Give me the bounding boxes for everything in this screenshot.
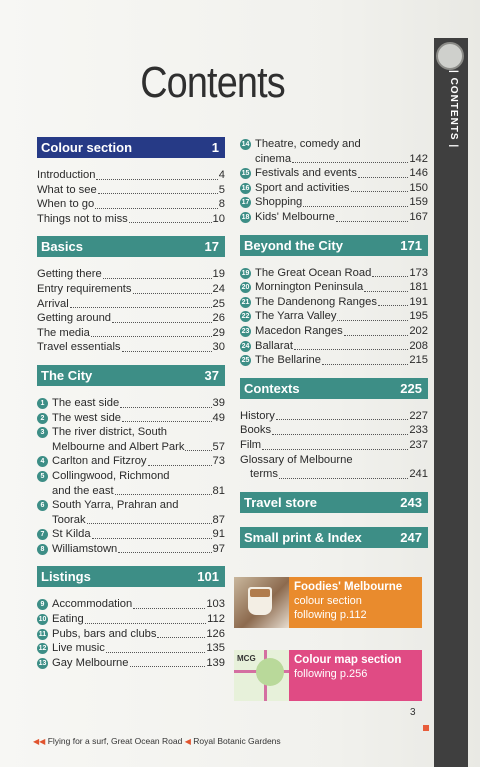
toc-entry-title: Melbourne and Albert Park [52,440,185,453]
dot-leader [378,305,408,306]
beyond-list [240,266,428,368]
toc-entry[interactable] [37,425,225,454]
toc-entry-title: Getting there [37,268,102,281]
toc-entry[interactable] [37,656,225,671]
dot-leader [303,206,408,207]
chapter-number-badge: 8 [37,544,48,555]
toc-entry-title: Travel essentials [37,341,121,354]
toc-entry-title: Williamstown [52,542,118,555]
toc-entry-page: 57 [212,440,225,453]
toc-entry-page: 233 [409,424,428,437]
toc-entry-title: Kids' Melbourne [255,210,335,223]
toc-entry-page: 202 [409,324,428,337]
toc-entry-title: Glossary of Melbourne [240,453,353,466]
dot-leader [292,162,408,163]
dot-leader [106,652,205,653]
dot-leader [372,276,408,277]
left-column [37,137,225,680]
toc-entry-page: 30 [212,341,225,354]
toc-entry-page: 139 [206,656,225,669]
toc-entry-title: Eating [52,613,84,626]
chapter-number-badge: 24 [241,342,250,350]
dot-leader [148,465,212,466]
toc-entry[interactable] [37,340,225,355]
toc-entry-title: St Kilda [52,528,91,541]
chapter-number-badge: 3 [37,427,48,438]
chapter-number-badge: 20 [241,284,250,292]
toc-entry[interactable] [240,453,428,482]
toc-entry-title: Books [240,424,272,437]
toc-entry-page: 73 [212,455,225,468]
toc-entry[interactable] [37,311,225,326]
toc-entry-title: History [240,409,275,422]
toc-entry[interactable] [37,212,225,227]
toc-entry-page: 208 [409,339,428,352]
toc-entry-page: 81 [212,484,225,497]
chapter-number-badge: 9 [37,599,48,610]
section-header-small-print[interactable]: Small print & Index 247 [240,527,428,548]
toc-entry-title: Mornington Peninsula [255,281,364,294]
chapter-number-badge: 19 [241,269,250,277]
toc-entry[interactable] [37,411,225,426]
dot-leader [294,349,408,350]
dot-leader [364,291,408,292]
city-list [37,396,225,557]
chapter-number-badge: 4 [37,456,48,467]
toc-entry-title: Accommodation [52,598,133,611]
toc-entry-title: Gay Melbourne [52,656,129,669]
toc-entry-page: 19 [212,268,225,281]
toc-entry[interactable] [240,409,428,424]
toc-entry-title: Arrival [37,297,69,310]
chapter-number-badge: 10 [38,616,47,624]
toc-entry-title: cinema [255,152,292,165]
dot-leader [118,552,211,553]
dot-leader [157,637,205,638]
toc-entry-title: Getting around [37,312,112,325]
foodies-promo-text: Foodies' Melbourne colour section following p.112 [289,577,422,628]
toc-entry-page: 135 [206,642,225,655]
toc-entry-page: 126 [206,627,225,640]
toc-entry-page: 24 [212,282,225,295]
toc-entry[interactable] [240,195,428,210]
toc-entry[interactable] [240,210,428,225]
toc-entry[interactable] [37,627,225,642]
left-arrow-icon: ◀◀ [33,737,46,746]
section-header-listings[interactable]: Listings 101 [37,566,225,587]
toc-entry[interactable] [37,498,225,527]
dot-leader [95,208,218,209]
toc-entry-title: Introduction [37,169,96,181]
dot-leader [70,307,212,308]
toc-entry[interactable] [37,326,225,341]
dot-leader [276,419,409,420]
toc-entry-title: Ballarat [255,339,293,352]
dot-leader [112,322,212,323]
chapter-number-badge: 23 [241,327,250,335]
dot-leader [322,364,408,365]
dot-leader [337,320,408,321]
dot-leader [133,608,205,609]
toc-entry-title: Film [240,438,262,451]
toc-entry-page: 49 [212,411,225,424]
toc-entry[interactable] [240,137,428,166]
toc-entry-title: Theatre, comedy and [255,138,361,150]
toc-entry-title: The media [37,326,90,339]
toc-entry[interactable] [37,469,225,498]
toc-entry-page: 195 [409,310,428,323]
dot-leader [115,494,212,495]
toc-entry[interactable] [240,280,428,295]
toc-entry-page: 29 [212,326,225,339]
dot-leader [185,450,211,451]
toc-entry[interactable] [240,266,428,281]
toc-entry[interactable] [240,295,428,310]
colour-map-promo[interactable] [234,650,422,701]
toc-entry-page: 227 [409,409,428,422]
toc-entry-page: 173 [409,266,428,279]
colour-map-promo-text: Colour map section following p.256 [289,650,422,701]
toc-entry-title: When to go [37,198,95,211]
toc-entry-title: Shopping [255,196,303,209]
dot-leader [351,191,409,192]
toc-entry-title: Festivals and events [255,167,357,180]
toc-entry-page: 26 [212,312,225,325]
listings-list [37,597,225,670]
listings-list-continued [240,137,428,225]
toc-entry-page: 103 [206,598,225,611]
foodies-promo[interactable] [234,577,422,628]
left-arrow-icon: ◀ [184,737,191,746]
dot-leader [122,421,212,422]
toc-entry-title: Live music [52,642,105,655]
dot-leader [120,407,211,408]
toc-entry-title: The Yarra Valley [255,310,337,323]
toc-entry[interactable] [240,353,428,368]
side-tab-label: | CONTENTS | [448,70,459,149]
toc-entry-page: 237 [409,438,428,451]
chapter-number-badge: 17 [241,199,250,207]
toc-entry-title: South Yarra, Prahran and [52,499,179,512]
toc-entry-title: Toorak [52,513,86,526]
toc-entry-page: 97 [212,542,225,555]
dot-leader [96,179,217,180]
toc-entry[interactable] [37,297,225,312]
toc-entry-title: Entry requirements [37,282,132,295]
toc-entry[interactable] [240,339,428,354]
toc-entry[interactable] [37,542,225,557]
toc-entry-page: 8 [218,198,225,211]
toc-entry[interactable] [240,423,428,438]
toc-entry-page: 150 [409,181,428,194]
toc-entry-title: The east side [52,396,120,409]
toc-entry-page: 191 [409,295,428,308]
dot-leader [122,351,212,352]
dot-leader [262,449,408,450]
chapter-number-badge: 7 [37,529,48,540]
dot-leader [279,478,408,479]
toc-entry[interactable] [37,612,225,627]
section-header-the-city[interactable]: The City 37 [37,365,225,386]
toc-entry[interactable] [240,324,428,339]
chapter-number-badge: 2 [37,413,48,424]
toc-entry[interactable] [240,181,428,196]
colour-section-list [37,168,225,226]
dot-leader [336,221,408,222]
page-title: Contents [140,58,285,107]
toc-entry-page: 10 [212,212,225,225]
toc-entry[interactable] [37,282,225,297]
section-header-travel-store[interactable]: Travel store 243 [240,492,428,513]
chapter-number-badge: 6 [37,500,48,511]
toc-entry[interactable] [37,168,225,183]
toc-entry-title: and the east [52,484,114,497]
toc-entry-page: 181 [409,281,428,294]
toc-entry-title: The Dandenong Ranges [255,295,377,308]
section-header-colour[interactable]: Colour section 1 [37,137,225,158]
toc-entry-title: The river district, South [52,426,168,439]
photo-caption: ◀◀ Flying for a surf, Great Ocean Road ◀ Royal Botanic Gardens [33,736,281,746]
toc-entry-title: Macedon Ranges [255,324,343,337]
dot-leader [87,523,212,524]
toc-entry-page: 4 [218,169,225,181]
map-thumbnail-icon [234,650,289,701]
dot-leader [98,193,218,194]
toc-entry[interactable] [240,438,428,453]
dot-leader [129,222,212,223]
dot-leader [92,538,212,539]
toc-entry-page: 241 [409,468,428,481]
contexts-list [240,409,428,482]
toc-entry-title: Pubs, bars and clubs [52,627,157,640]
toc-entry[interactable] [37,641,225,656]
toc-entry[interactable] [37,454,225,469]
dot-leader [130,666,206,667]
toc-entry-title: Carlton and Fitzroy [52,455,147,468]
map-label: MCG [237,654,256,663]
toc-entry-page: 91 [212,528,225,541]
toc-entry-title: The Great Ocean Road [255,266,372,279]
chapter-number-badge: 16 [241,184,250,192]
toc-entry-title: What to see [37,183,97,196]
toc-entry-page: 39 [212,396,225,409]
chapter-number-badge: 22 [241,313,250,321]
chapter-number-badge: 12 [38,645,47,653]
chapter-number-badge: 25 [241,357,250,365]
toc-entry-page: 146 [409,167,428,180]
basics-list [37,267,225,355]
toc-entry-page: 167 [409,210,428,223]
toc-entry[interactable] [37,527,225,542]
dot-leader [85,623,206,624]
toc-entry-title: Collingwood, Richmond [52,469,170,482]
toc-entry-title: The west side [52,411,122,424]
toc-entry[interactable] [37,396,225,411]
dot-leader [91,336,212,337]
page-number: 3 [410,707,416,718]
chapter-number-badge: 18 [241,213,250,221]
dot-leader [103,278,212,279]
dot-leader [358,177,408,178]
toc-entry-title: Things not to miss [37,212,128,225]
toc-entry-page: 142 [409,152,428,165]
chapter-number-badge: 13 [38,659,47,667]
toc-entry-title: terms [250,468,278,481]
toc-entry-page: 5 [218,183,225,196]
right-column [240,137,428,548]
toc-entry[interactable] [240,166,428,181]
chapter-number-badge: 1 [37,398,48,409]
chapter-number-badge: 11 [38,630,47,638]
toc-entry[interactable] [37,183,225,198]
toc-entry[interactable] [37,267,225,282]
dot-leader [133,293,212,294]
section-header-contexts[interactable]: Contexts 225 [240,378,428,399]
page-marker [423,725,429,731]
toc-entry-page: 215 [409,354,428,367]
toc-entry-page: 159 [409,196,428,209]
dot-leader [344,335,409,336]
toc-entry-page: 112 [207,613,225,626]
toc-entry[interactable] [37,197,225,212]
chapter-number-badge: 14 [241,141,250,148]
chapter-number-badge: 15 [241,170,250,178]
toc-entry[interactable] [240,309,428,324]
chapter-number-badge: 5 [37,471,48,482]
toc-entry-page: 87 [212,513,225,526]
section-header-beyond-the-city[interactable]: Beyond the City 171 [240,235,428,256]
toc-entry-page: 25 [212,297,225,310]
tab-circle-icon [436,42,464,70]
coffee-photo-icon [234,577,289,628]
chapter-number-badge: 21 [241,298,250,306]
toc-entry-title: The Bellarine [255,354,321,367]
dot-leader [272,434,408,435]
toc-entry-title: Sport and activities [255,181,350,194]
toc-entry[interactable] [37,597,225,612]
section-header-basics[interactable]: Basics 17 [37,236,225,257]
